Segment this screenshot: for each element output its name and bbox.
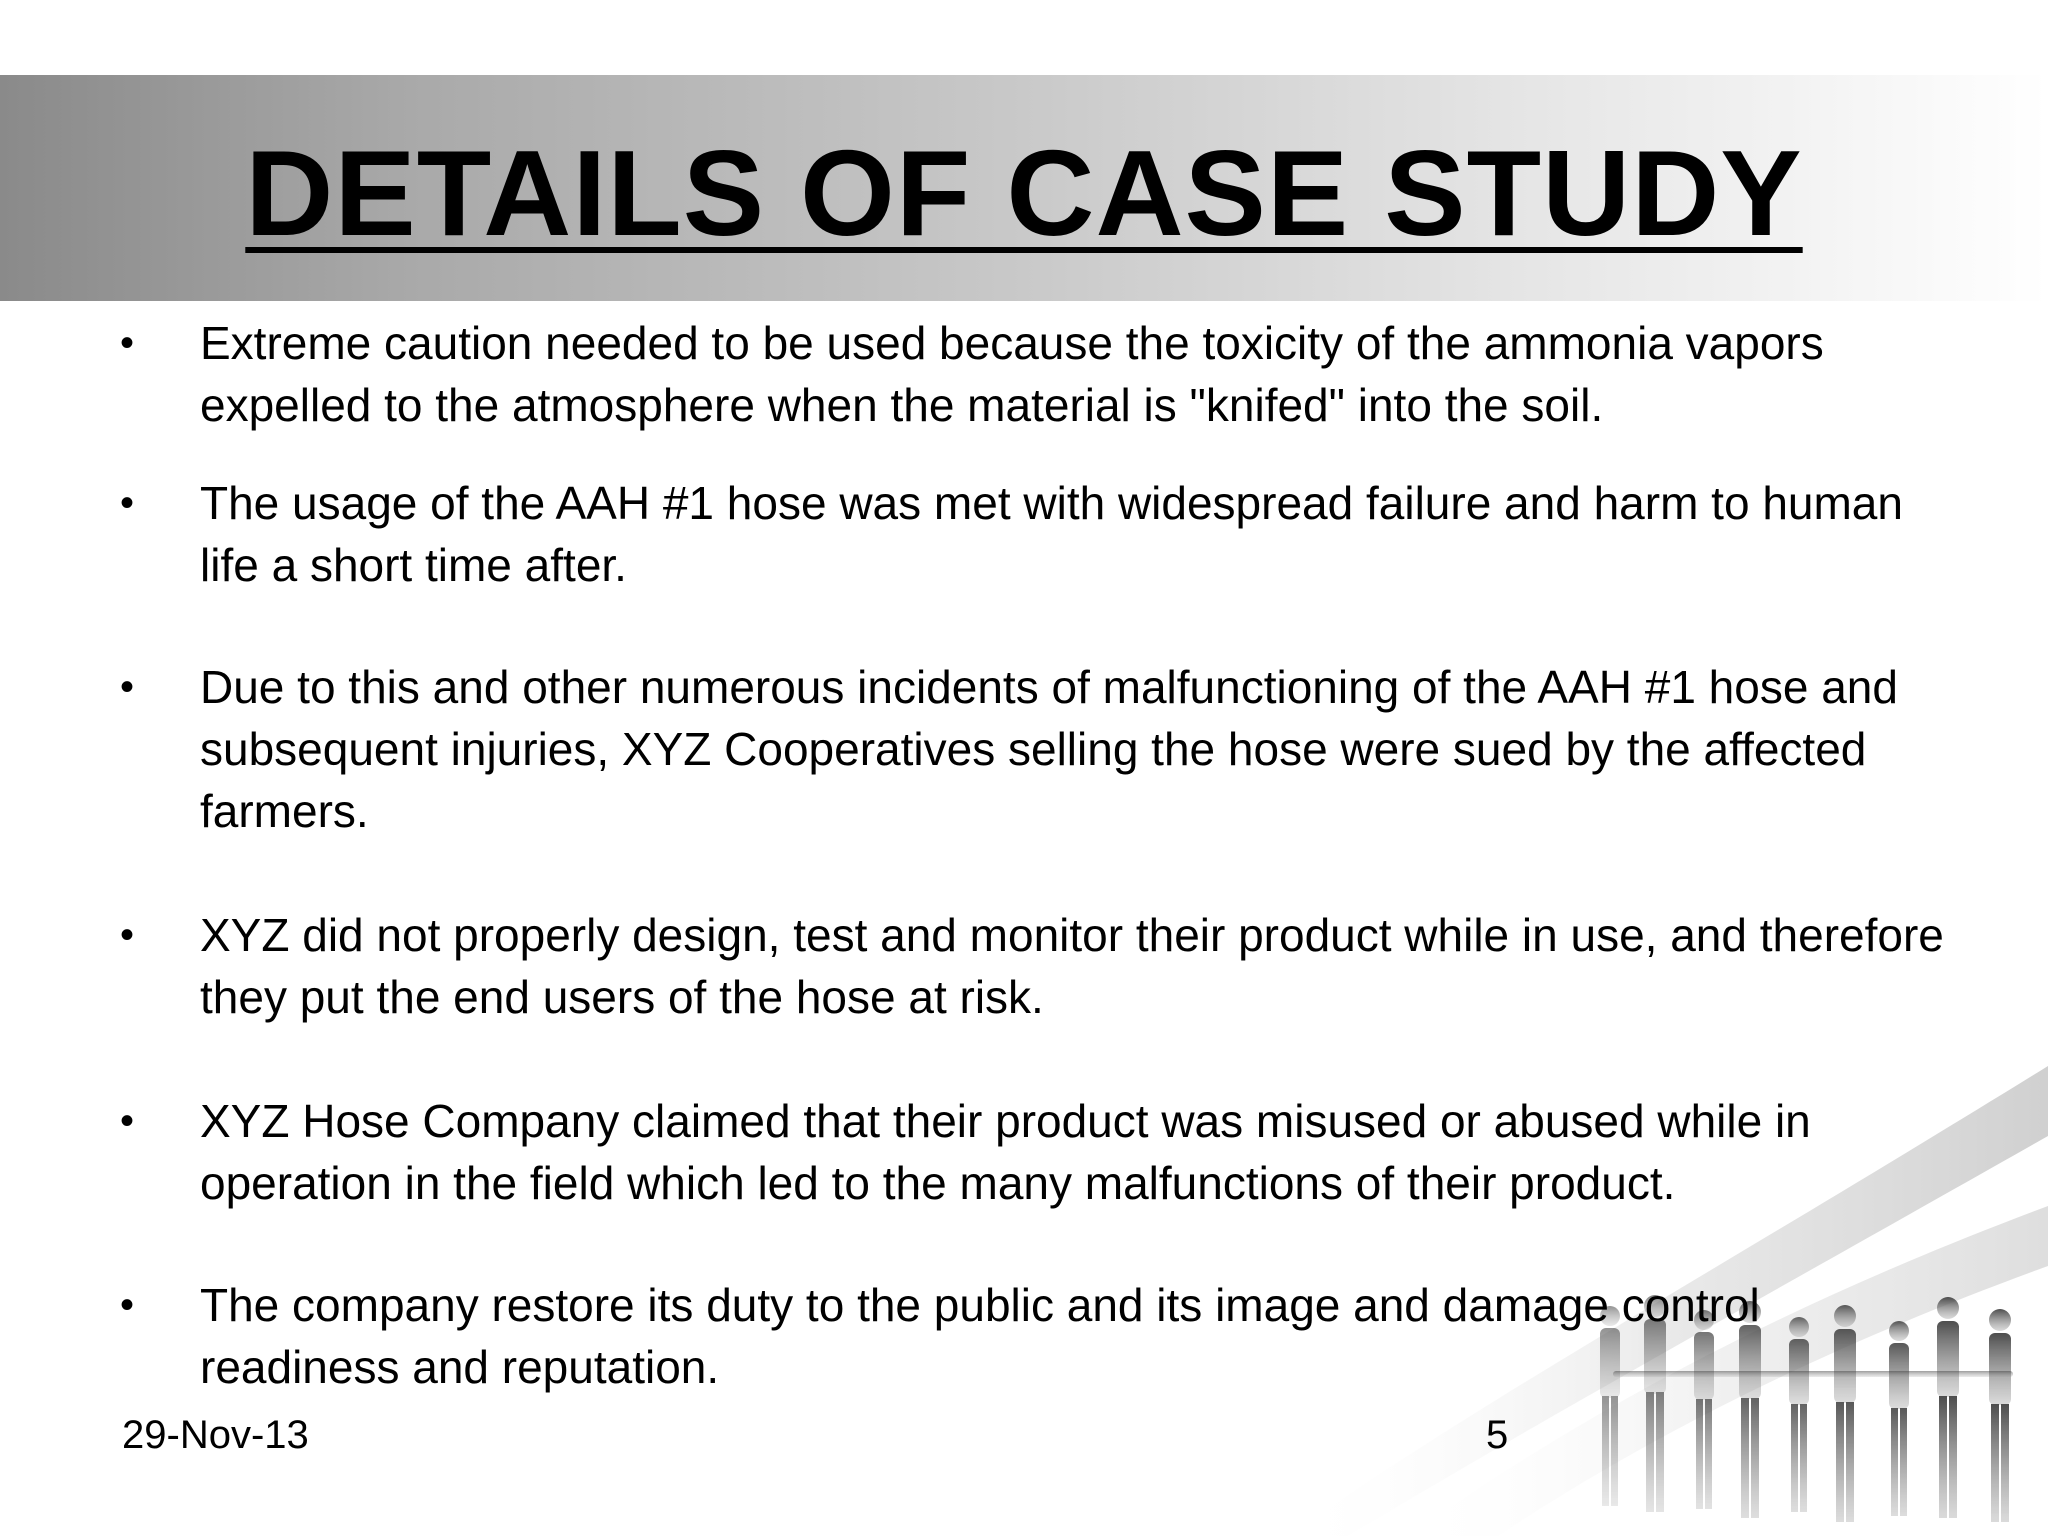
bullet-marker: •	[120, 481, 135, 525]
slide-title	[0, 125, 2048, 261]
bullet-text: The company restore its duty to the public and its image and damage control readiness and reputation.	[200, 1279, 1760, 1393]
footer-date: 29-Nov-13	[122, 1413, 309, 1457]
slide-title-text: DETAILS OF CASE STUDY	[245, 125, 1803, 261]
bullet-marker: •	[120, 1283, 135, 1327]
bullet-marker: •	[120, 1099, 135, 1143]
bullet-text: The usage of the AAH #1 hose was met with widespread failure and harm to human life a short time after.	[200, 477, 1903, 591]
people-silhouette-decoration	[1288, 976, 2048, 1536]
bullet-text: XYZ did not properly design, test and monitor their product while in use, and therefore they put the end users of the hose at risk.	[200, 909, 1944, 1023]
bullet-marker: •	[120, 913, 135, 957]
bullet-marker: •	[120, 321, 135, 365]
bullet-marker: •	[120, 665, 135, 709]
bullet-text: XYZ Hose Company claimed that their product was misused or abused while in operation in the field which led to the many malfunctions of their product.	[200, 1095, 1811, 1209]
footer-page-number: 5	[1486, 1413, 1509, 1457]
bullet-text: Extreme caution needed to be used because the toxicity of the ammonia vapors expelled to the atmosphere when the material is "knifed" into the soil.	[200, 317, 1824, 431]
bullet-text: Due to this and other numerous incidents of malfunctioning of the AAH #1 hose and subsequent injuries, XYZ Cooperatives selling the hose were sued by the affected farmers.	[200, 661, 1898, 837]
